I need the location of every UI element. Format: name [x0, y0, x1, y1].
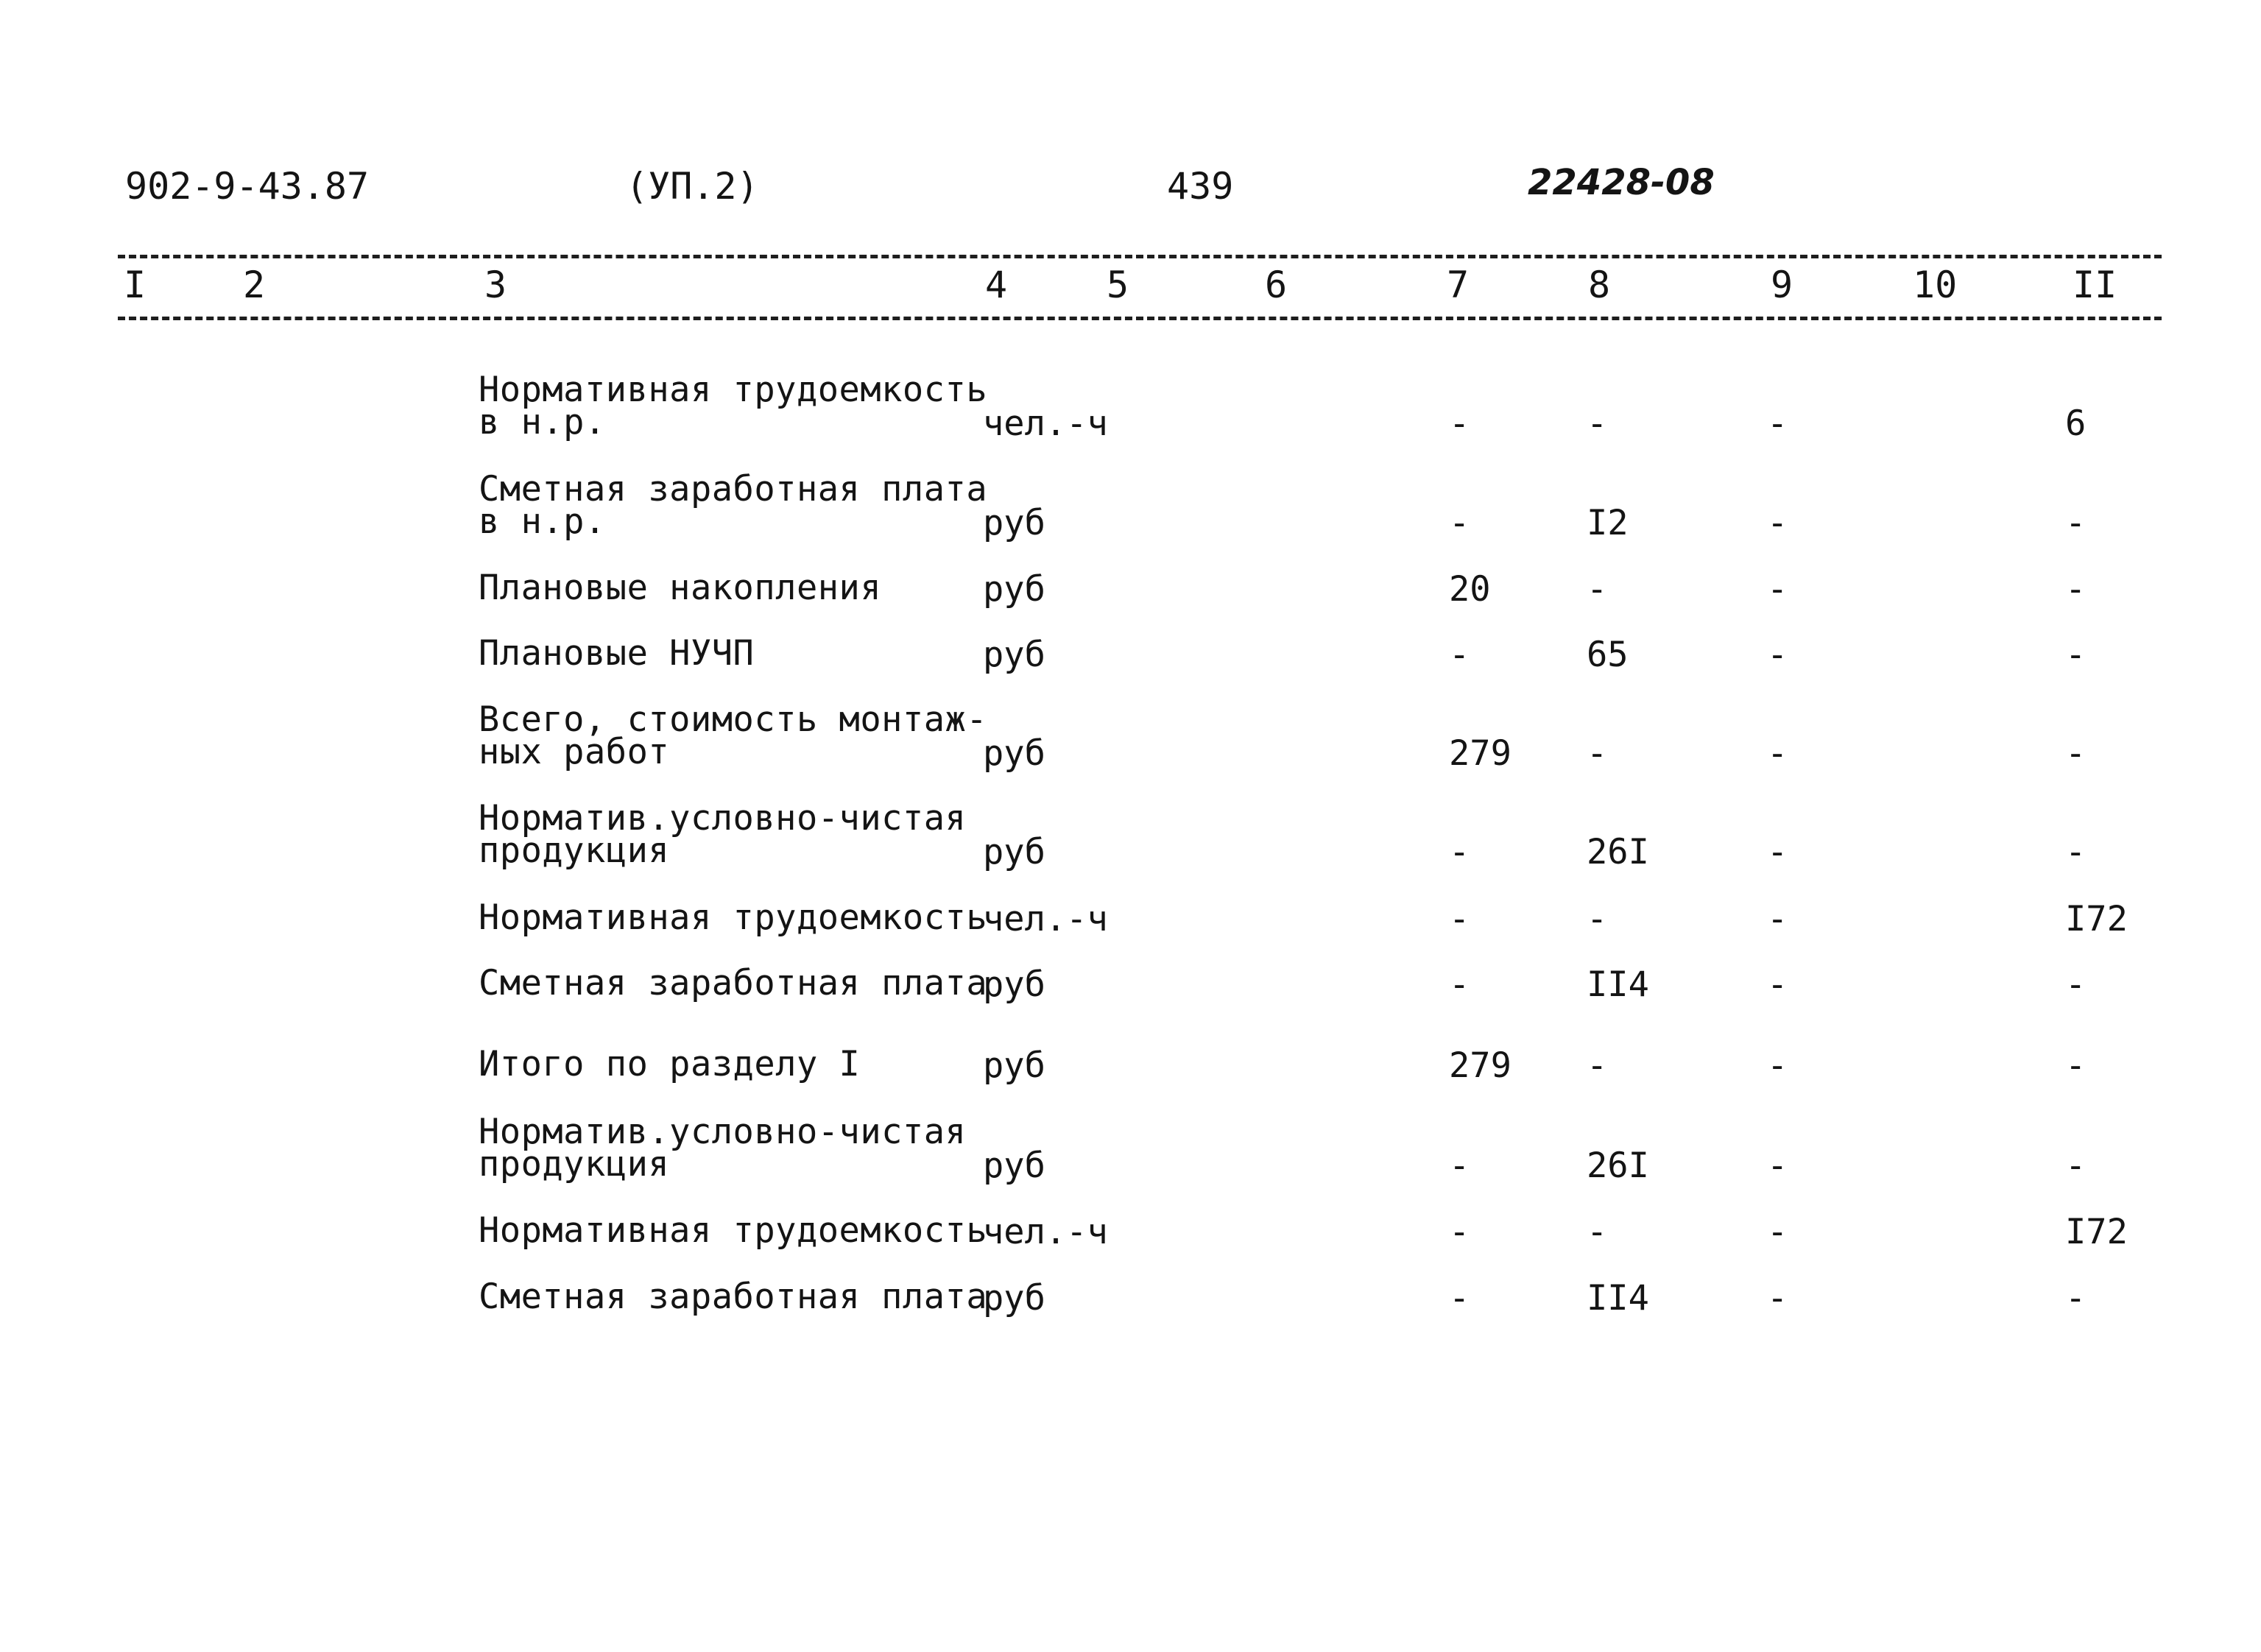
table-row	[0, 568, 2261, 616]
row-col7: 279	[1449, 733, 1512, 774]
row-col9: -	[1767, 899, 1788, 939]
row-unit: руб	[983, 569, 1045, 610]
row-col7: -	[1449, 832, 1470, 872]
row-unit: чел.-ч	[983, 1212, 1108, 1252]
row-col8: 26I	[1587, 832, 1649, 872]
row-col7: -	[1449, 1212, 1470, 1252]
column-number-5: 5	[1107, 264, 1129, 306]
row-col8: 65	[1587, 635, 1629, 675]
row-col9: -	[1767, 964, 1788, 1005]
table-row	[0, 1210, 2261, 1259]
table-row	[0, 1044, 2261, 1092]
row-col7: -	[1449, 635, 1470, 675]
row-col7: 279	[1449, 1045, 1512, 1086]
row-col11: -	[2065, 733, 2087, 774]
row-description: Нормативная трудоемкость	[479, 897, 988, 938]
row-col11: I72	[2065, 1212, 2128, 1252]
column-number-11: II	[2073, 264, 2117, 306]
row-col7: -	[1449, 899, 1470, 939]
column-number-9: 9	[1771, 264, 1793, 306]
row-col11: -	[2065, 1045, 2087, 1086]
column-number-6: 6	[1265, 264, 1288, 306]
row-unit: руб	[983, 1278, 1045, 1319]
row-col8: -	[1587, 1212, 1608, 1252]
row-col11: -	[2065, 832, 2087, 872]
row-col11: 6	[2065, 403, 2087, 444]
document-code: 902-9-43.87	[125, 165, 370, 208]
row-col9: -	[1767, 832, 1788, 872]
row-col8: II4	[1587, 964, 1649, 1005]
row-col8: 26I	[1587, 1146, 1649, 1186]
row-col7: -	[1449, 964, 1470, 1005]
column-number-1: I	[124, 264, 147, 306]
row-col11: -	[2065, 1278, 2087, 1319]
row-col9: -	[1767, 1278, 1788, 1319]
row-description: Нормативная трудоемкость	[479, 1210, 988, 1251]
row-description: Плановые НУЧП	[479, 633, 755, 674]
table-row	[0, 633, 2261, 682]
row-col8: -	[1587, 1045, 1608, 1086]
bottom-dashed-rule	[118, 317, 2162, 320]
row-unit: руб	[983, 1146, 1045, 1186]
row-unit: чел.-ч	[983, 403, 1108, 444]
row-col11: -	[2065, 1146, 2087, 1186]
row-unit: руб	[983, 1045, 1045, 1086]
row-col11: -	[2065, 964, 2087, 1005]
row-col8: -	[1587, 569, 1608, 610]
row-description: Сметная заработная плата	[479, 963, 988, 1003]
table-row	[0, 963, 2261, 1012]
row-col9: -	[1767, 635, 1788, 675]
row-description: Норматив.условно-чистая продукция	[479, 1112, 967, 1185]
top-dashed-rule	[118, 255, 2162, 258]
row-col7: 20	[1449, 569, 1491, 610]
row-col7: -	[1449, 403, 1470, 444]
row-col7: -	[1449, 503, 1470, 543]
row-col11: -	[2065, 635, 2087, 675]
row-col11: -	[2065, 503, 2087, 543]
row-col8: -	[1587, 403, 1608, 444]
row-col8: -	[1587, 733, 1608, 774]
row-description: Всего, стоимость монтаж- ных работ	[479, 699, 988, 772]
row-unit: руб	[983, 635, 1045, 675]
row-description: Итого по разделу I	[479, 1044, 861, 1084]
column-number-7: 7	[1447, 264, 1470, 306]
row-col9: -	[1767, 503, 1788, 543]
row-col9: -	[1767, 403, 1788, 444]
section-label: (УП.2)	[626, 165, 759, 208]
row-col9: -	[1767, 1045, 1788, 1086]
row-description: Нормативная трудоемкость в н.р.	[479, 370, 988, 442]
table-row	[0, 469, 2261, 554]
page-number: 439	[1167, 165, 1234, 208]
table-row	[0, 699, 2261, 785]
row-col9: -	[1767, 1212, 1788, 1252]
handwritten-stamp-number: 22428-08	[1528, 162, 1715, 203]
table-row	[0, 1112, 2261, 1197]
column-number-4: 4	[985, 264, 1008, 306]
row-unit: руб	[983, 832, 1045, 872]
row-unit: чел.-ч	[983, 899, 1108, 939]
table-row	[0, 370, 2261, 455]
column-number-10: 10	[1913, 264, 1958, 306]
row-col11: I72	[2065, 899, 2128, 939]
table-row	[0, 798, 2261, 883]
row-col8: II4	[1587, 1278, 1649, 1319]
row-col11: -	[2065, 569, 2087, 610]
row-unit: руб	[983, 964, 1045, 1005]
row-unit: руб	[983, 503, 1045, 543]
row-col7: -	[1449, 1278, 1470, 1319]
row-col8: -	[1587, 899, 1608, 939]
row-description: Сметная заработная плата в н.р.	[479, 469, 988, 542]
row-col9: -	[1767, 1146, 1788, 1186]
row-col9: -	[1767, 733, 1788, 774]
row-col9: -	[1767, 569, 1788, 610]
table-row	[0, 897, 2261, 946]
row-unit: руб	[983, 733, 1045, 774]
row-description: Сметная заработная плата	[479, 1277, 988, 1317]
row-description: Норматив.условно-чистая продукция	[479, 798, 967, 871]
row-col7: -	[1449, 1146, 1470, 1186]
column-number-2: 2	[243, 264, 266, 306]
column-number-8: 8	[1588, 264, 1611, 306]
table-row	[0, 1277, 2261, 1325]
row-description: Плановые накопления	[479, 568, 882, 608]
column-number-3: 3	[484, 264, 507, 306]
row-col8: I2	[1587, 503, 1629, 543]
